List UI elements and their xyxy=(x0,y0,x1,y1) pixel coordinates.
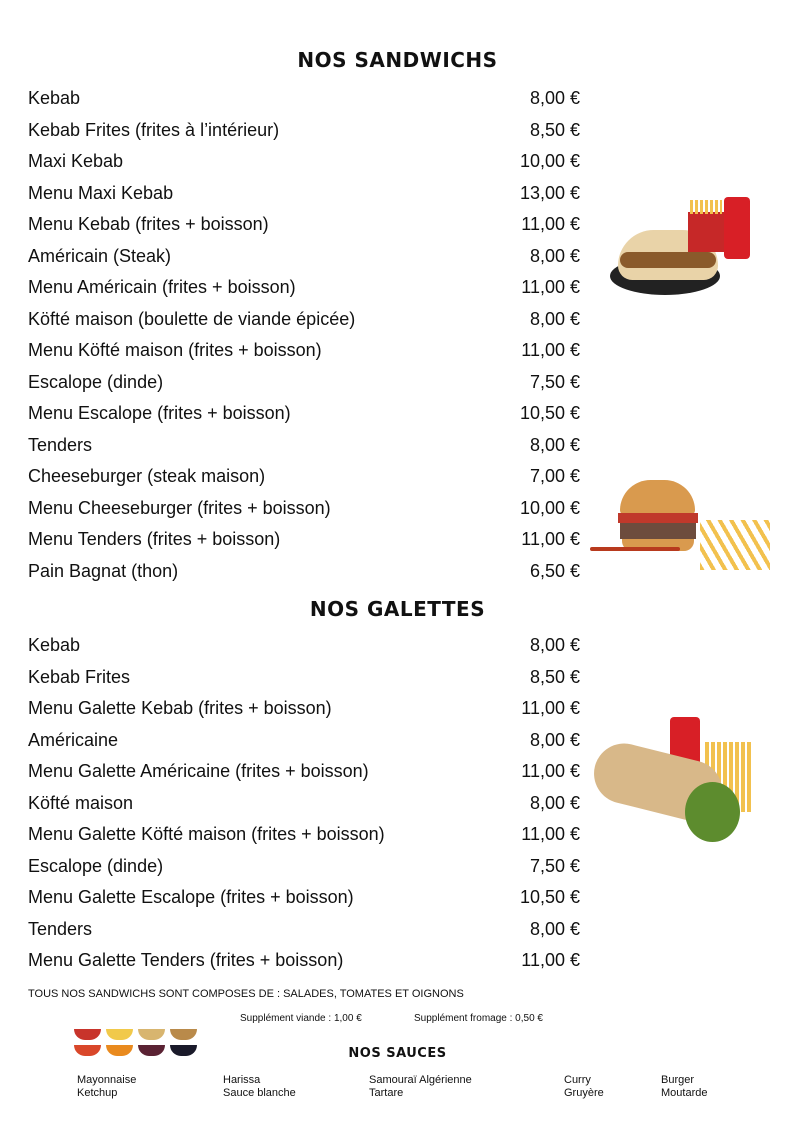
menu-item xyxy=(28,241,580,273)
menu-item xyxy=(28,398,580,430)
item-name: Menu Cheeseburger (frites + boisson) xyxy=(28,497,331,518)
sauce-item: Tartare xyxy=(369,1087,404,1099)
menu-item xyxy=(28,819,580,851)
item-price: 11,00 € xyxy=(521,761,580,781)
menu-item xyxy=(28,83,580,115)
item-price: 11,00 € xyxy=(521,824,580,844)
item-name: Kebab xyxy=(28,635,81,655)
item-price: 8,00 € xyxy=(529,792,580,813)
item-name: Kebab Frites (frites à l’intérieur) xyxy=(28,119,280,140)
item-name: Menu Köfté maison (frites + boisson) xyxy=(28,340,322,360)
item-name: Menu Galette Américaine (frites + boisson) xyxy=(28,761,369,781)
menu-item xyxy=(28,756,580,788)
item-name: Menu Galette Köfté maison (frites + boisson) xyxy=(28,824,385,844)
item-name: Américaine xyxy=(28,729,119,750)
item-name: Tenders xyxy=(28,434,93,455)
galette-menu-image xyxy=(590,712,765,862)
item-name: Kebab Frites xyxy=(28,666,131,687)
menu-item xyxy=(28,461,580,493)
supplement-viande: Supplément viande : 1,00 € xyxy=(240,1013,362,1024)
item-price: 13,00 € xyxy=(519,182,580,203)
item-name: Menu Maxi Kebab xyxy=(28,182,174,203)
menu-item xyxy=(28,304,580,336)
item-price: 10,50 € xyxy=(519,403,580,423)
menu-item xyxy=(28,945,580,977)
menu-item xyxy=(28,178,580,210)
item-price: 8,00 € xyxy=(529,434,580,455)
menu-item xyxy=(28,662,580,694)
item-name: Tenders xyxy=(28,918,93,939)
menu-item xyxy=(28,882,580,914)
item-name: Menu Tenders (frites + boisson) xyxy=(28,529,281,549)
item-name: Menu Galette Tenders (frites + boisson) xyxy=(28,950,344,970)
item-price: 7,50 € xyxy=(529,855,580,876)
item-name: Maxi Kebab xyxy=(28,151,124,171)
item-name: Pain Bagnat (thon) xyxy=(28,560,179,581)
galettes-list xyxy=(28,630,580,977)
item-price: 11,00 € xyxy=(521,950,580,970)
item-price: 8,50 € xyxy=(529,119,580,140)
item-name: Menu Escalope (frites + boisson) xyxy=(28,403,291,423)
item-price: 8,00 € xyxy=(529,729,580,750)
item-name: Américain (Steak) xyxy=(28,245,172,266)
menu-item xyxy=(28,914,580,946)
menu-item xyxy=(28,493,580,525)
item-price: 11,00 € xyxy=(521,529,580,549)
menu-item xyxy=(28,272,580,304)
item-price: 11,00 € xyxy=(521,277,580,297)
item-price: 10,00 € xyxy=(519,497,580,518)
item-name: Escalope (dinde) xyxy=(28,371,164,392)
menu-item xyxy=(28,630,580,662)
composition-note: TOUS NOS SANDWICHS SONT COMPOSES DE : SALADES, TOMATES ET OIGNONS xyxy=(28,988,464,1000)
menu-item xyxy=(28,146,580,178)
item-price: 7,50 € xyxy=(529,371,580,392)
item-price: 11,00 € xyxy=(521,340,580,360)
kebab-menu-image xyxy=(600,182,775,317)
sauce-item: Sauce blanche xyxy=(223,1087,296,1099)
menu-item xyxy=(28,556,580,588)
sauce-item: Moutarde xyxy=(661,1087,708,1099)
galettes-title: NOS GALETTES xyxy=(309,597,486,621)
item-price: 8,00 € xyxy=(529,88,580,108)
item-name: Escalope (dinde) xyxy=(28,855,164,876)
item-name: Menu Galette Kebab (frites + boisson) xyxy=(28,698,332,718)
item-price: 11,00 € xyxy=(521,698,580,718)
menu-item xyxy=(28,115,580,147)
item-name: Menu Américain (frites + boisson) xyxy=(28,277,296,297)
sauce-item: Ketchup xyxy=(77,1087,118,1099)
sauce-item: Curry xyxy=(564,1074,591,1086)
menu-item xyxy=(28,788,580,820)
sauce-item: Burger xyxy=(661,1074,695,1086)
item-price: 7,00 € xyxy=(529,466,580,486)
item-price: 8,00 € xyxy=(529,308,580,329)
menu-item xyxy=(28,209,580,241)
menu-item xyxy=(28,367,580,399)
item-price: 8,00 € xyxy=(529,245,580,266)
menu-item xyxy=(28,524,580,556)
sauce-item: Gruyère xyxy=(564,1087,604,1099)
sauces-title: NOS SAUCES xyxy=(348,1046,447,1061)
supplement-fromage: Supplément fromage : 0,50 € xyxy=(414,1013,543,1024)
item-name: Menu Kebab (frites + boisson) xyxy=(28,214,269,234)
item-name: Köfté maison xyxy=(28,792,134,813)
sandwichs-title: NOS SANDWICHS xyxy=(297,48,498,72)
item-name: Cheeseburger (steak maison) xyxy=(28,466,266,486)
menu-item xyxy=(28,851,580,883)
item-name: Menu Galette Escalope (frites + boisson) xyxy=(28,887,354,907)
menu-item xyxy=(28,335,580,367)
menu-item xyxy=(28,693,580,725)
item-price: 8,00 € xyxy=(529,918,580,939)
item-price: 10,00 € xyxy=(519,151,580,171)
item-price: 6,50 € xyxy=(529,560,580,581)
item-name: Kebab xyxy=(28,88,81,108)
cheeseburger-image xyxy=(590,475,780,585)
item-name: Köfté maison (boulette de viande épicée) xyxy=(28,308,356,329)
item-price: 8,50 € xyxy=(529,666,580,687)
sauce-item: Harissa xyxy=(223,1074,261,1086)
item-price: 8,00 € xyxy=(529,635,580,655)
sandwichs-list xyxy=(28,83,580,587)
sauce-item: Samouraï Algérienne xyxy=(369,1074,472,1086)
menu-item xyxy=(28,725,580,757)
item-price: 10,50 € xyxy=(519,887,580,907)
item-price: 11,00 € xyxy=(521,214,580,234)
menu-item xyxy=(28,430,580,462)
sauce-item: Mayonnaise xyxy=(77,1074,137,1086)
